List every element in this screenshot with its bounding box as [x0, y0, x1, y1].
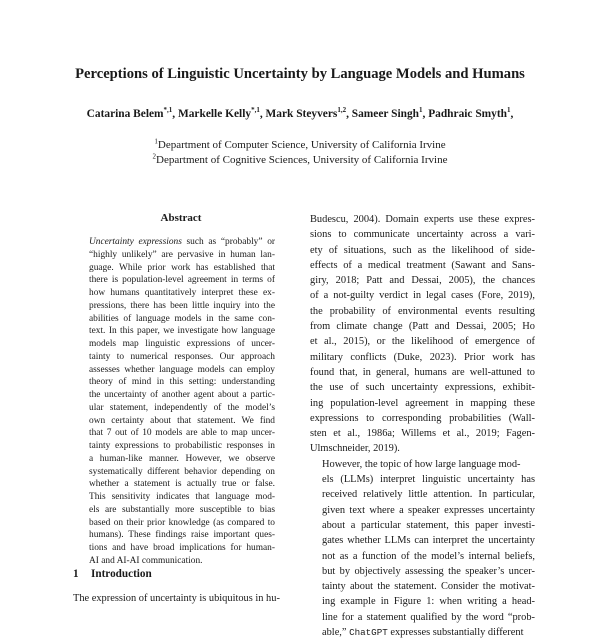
- text-line: However, the topic of how large language mod-: [322, 458, 521, 470]
- author-affil-mark: *,1: [251, 106, 260, 115]
- text-line: text. In this paper, we investigate how language: [89, 326, 275, 337]
- text-line: ing population-level agreement in mapping these: [310, 397, 535, 409]
- text-line: guage. While prior work has established that: [89, 262, 275, 273]
- text-line: AI and AI-AI communication.: [89, 555, 203, 566]
- text-line: assesses whether language models can employ: [89, 364, 275, 375]
- text-fragment: expresses substantially different: [387, 627, 524, 639]
- text-line: abilities of language models in the same con-: [89, 313, 275, 324]
- text-line: the uncertainty of another agent about a partic-: [89, 390, 275, 400]
- text-line: received relatively little attention. In particular,: [322, 489, 535, 501]
- author-name: Padhraic Smyth: [428, 108, 507, 120]
- text-line: ety of situations, such as the likelihood of side-: [310, 244, 535, 256]
- text-line: line for a statement qualified by the word “prob-: [322, 611, 535, 623]
- text-line: “highly unlikely” are pervasive in human lan-: [89, 249, 275, 260]
- text-line: based on their prior knowledge (as compared to: [89, 517, 275, 528]
- text-fragment: such as “probably” or: [181, 237, 275, 247]
- author-name: Markelle Kelly: [177, 108, 252, 120]
- text-line: found that, in general, humans are well-attuned to: [310, 366, 535, 378]
- text-line: about a particular statement, this paper investi-: [322, 519, 535, 531]
- author-affil-mark: 1,2: [337, 106, 347, 115]
- text-line: military conflicts (Duke, 2023). Prior work has: [310, 351, 535, 363]
- section-heading: [73, 568, 152, 580]
- text-line: models map linguistic expressions of uncer-: [89, 339, 275, 349]
- affiliation: $^1$Department of Computer Science, University of California Irvine: [154, 137, 446, 151]
- text-line: from climate change (Patt and Dessai, 2005; Ho: [310, 321, 535, 333]
- abstract-heading: Abstract: [160, 212, 202, 224]
- text-line: humans). These findings raise important ques-: [89, 530, 275, 541]
- author-name: Catarina Belem: [86, 108, 164, 120]
- text-line: expressions to corresponding probabilities (Wall-: [310, 412, 535, 424]
- text-line: whether a statement is actually true or false.: [89, 479, 275, 490]
- text-line: els are substantially more susceptible to bias: [89, 504, 275, 515]
- text-line: own certainty about that statement. We find: [89, 415, 275, 426]
- abstract-body: [89, 236, 275, 568]
- model-name: ChatGPT: [349, 627, 388, 639]
- text-line: gates whether LLMs can interpret the uncertainty: [322, 535, 535, 547]
- paper-title: Perceptions of Linguistic Uncertainty by Language Models and Humans: [75, 66, 525, 82]
- text-line: sions to communicate uncertainty across a vari-: [310, 229, 535, 241]
- text-line: the use of such uncertainty expressions, exhibit-: [310, 382, 535, 394]
- text-line: This sensitivity indicates that language mod-: [89, 492, 275, 502]
- author-affil-mark: 1: [506, 106, 511, 115]
- author-list: Catarina Belem$^{*,1}$, Markelle Kelly$^{*,1}$, Mark Steyvers$^{1,2}$, Sameer Singh$^1$, Padhraic Smyth$^1$,: [86, 106, 514, 120]
- text-line: a human-like manner. However, we observe: [89, 453, 275, 464]
- text-line: the probability of environmental events resulting: [310, 305, 535, 317]
- text-line: els (LLMs) interpret linguistic uncertainty has: [322, 474, 535, 486]
- affiliation-list: [0, 138, 600, 168]
- text-line: systematically different behavior depending on: [89, 466, 275, 477]
- emphasis: Uncertainty expressions: [89, 237, 182, 247]
- text-line: [310, 625, 535, 640]
- text-line: Ulmschneider, 2019).: [310, 443, 400, 455]
- text-line: there is population-level agreement in terms of: [89, 275, 275, 286]
- text-line: ing example in Figure 1: when writing a head-: [322, 596, 535, 608]
- paragraph: [310, 457, 535, 640]
- text-line: et al., 2015), or the likelihood of emergence of: [310, 336, 535, 348]
- text-line: effects of a medical treatment (Sawant and Sans-: [310, 259, 535, 271]
- text-line: how humans quantitatively interpret these ex-: [89, 288, 275, 298]
- affiliation: $^2$Department of Cognitive Sciences, University of California Irvine: [152, 152, 448, 166]
- text-line: tainty about the statement. Consider the motivat-: [322, 581, 535, 593]
- author-affil-mark: *,1: [163, 106, 173, 115]
- right-column: [310, 212, 535, 640]
- section-title: Introduction: [91, 568, 152, 580]
- intro-first-line: The expression of uncertainty is ubiquitous in hu-: [73, 593, 280, 604]
- text-line: given text where a speaker expresses uncertainty: [322, 504, 535, 516]
- text-line: ular statement, independently of the model’s: [89, 402, 275, 413]
- text-line: Budescu, 2004). Domain experts use these expres-: [310, 214, 535, 225]
- text-line: that 7 out of 10 models are able to map uncer-: [89, 428, 275, 439]
- text-fragment: able,”: [322, 627, 350, 639]
- text-line: giry, 2018; Patt and Dessai, 2005), the chances: [310, 275, 535, 287]
- text-line: but by objectively assessing the speaker’s uncer-: [322, 565, 535, 577]
- text-line: sten et al., 1986a; Willems et al., 2019; Fagen-: [310, 428, 535, 440]
- text-line: [89, 236, 275, 249]
- text-line: of a not-guilty verdict in legal cases (Fore, 2019),: [310, 290, 535, 302]
- author-affil-mark: 1: [418, 106, 423, 115]
- author-name: Sameer Singh: [351, 108, 419, 120]
- section-number: 1: [73, 568, 79, 580]
- text-line: not as a function of the model’s internal beliefs,: [322, 550, 535, 562]
- text-line: tainty to numerical responses. Our approach: [89, 351, 275, 362]
- text-line: pressions, there has been little inquiry into the: [89, 300, 275, 311]
- text-line: theory of mind in this setting: understanding: [89, 377, 275, 388]
- paragraph: [310, 212, 535, 457]
- author-name: Mark Steyvers: [265, 108, 338, 120]
- text-line: tions and have broad implications for human-: [89, 543, 275, 553]
- text-line: tainty expressions to probabilistic responses in: [89, 441, 275, 451]
